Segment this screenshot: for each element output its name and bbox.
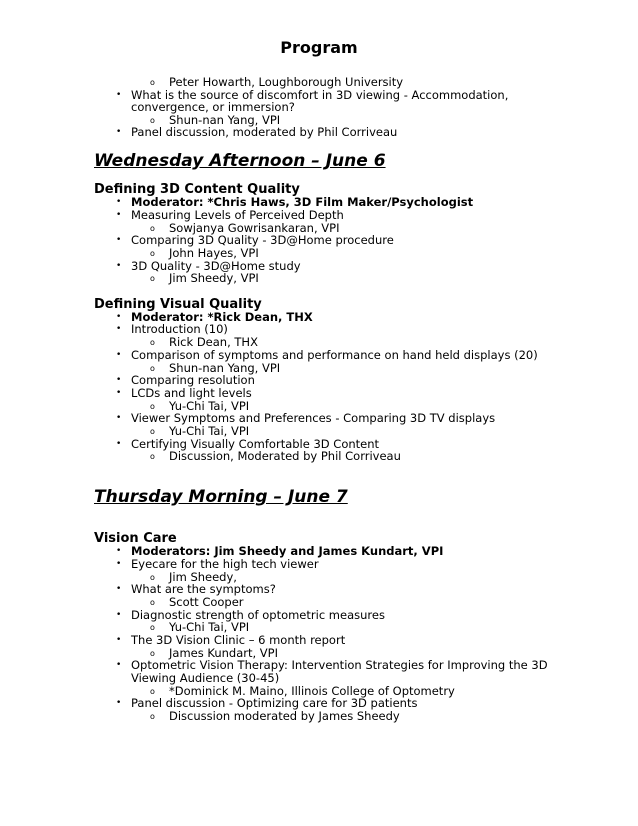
list-item: LCDs and light levels bbox=[131, 386, 252, 400]
moderator-line: Moderators: Jim Sheedy and James Kundart, VPI bbox=[131, 544, 444, 558]
sub-bullet-icon: o bbox=[150, 274, 155, 283]
page-title: Program bbox=[280, 38, 358, 57]
list-item: Yu-Chi Tai, VPI bbox=[169, 424, 250, 438]
bullet-icon: • bbox=[116, 312, 122, 322]
sub-bullet-icon: o bbox=[150, 427, 155, 436]
section-title: Defining Visual Quality bbox=[94, 297, 262, 312]
list-item: Panel discussion - Optimizing care for 3D patients bbox=[131, 696, 418, 710]
bullet-icon: • bbox=[116, 698, 122, 708]
list-item: Comparison of symptoms and performance on hand held displays (20) bbox=[131, 348, 538, 362]
bullet-icon: • bbox=[116, 350, 122, 360]
list-item: John Hayes, VPI bbox=[169, 246, 259, 260]
list-item-continuation: convergence, or immersion? bbox=[131, 100, 295, 114]
list-item: Discussion, Moderated by Phil Corriveau bbox=[169, 449, 401, 463]
list-item-continuation: Viewing Audience (30-45) bbox=[131, 671, 280, 685]
sub-bullet-icon: o bbox=[150, 623, 155, 632]
sub-bullet-icon: o bbox=[150, 452, 155, 461]
sub-bullet-icon: o bbox=[150, 338, 155, 347]
sub-bullet-icon: o bbox=[150, 402, 155, 411]
list-item: Scott Cooper bbox=[169, 595, 244, 609]
section-title: Vision Care bbox=[94, 531, 177, 546]
bullet-icon: • bbox=[116, 90, 122, 100]
bullet-icon: • bbox=[116, 210, 122, 220]
list-item: Comparing resolution bbox=[131, 373, 255, 387]
bullet-icon: • bbox=[116, 375, 122, 385]
bullet-icon: • bbox=[116, 413, 122, 423]
list-item: Sowjanya Gowrisankaran, VPI bbox=[169, 221, 340, 235]
bullet-icon: • bbox=[116, 546, 122, 556]
list-item: Jim Sheedy, bbox=[169, 570, 237, 584]
day-heading-wednesday: Wednesday Afternoon – June 6 bbox=[94, 151, 386, 171]
list-item: Measuring Levels of Perceived Depth bbox=[131, 208, 344, 222]
bullet-icon: • bbox=[116, 235, 122, 245]
list-item: The 3D Vision Clinic – 6 month report bbox=[131, 633, 346, 647]
day-heading-thursday: Thursday Morning – June 7 bbox=[94, 487, 348, 507]
list-item: 3D Quality - 3D@Home study bbox=[131, 259, 301, 273]
list-item: Discussion moderated by James Sheedy bbox=[169, 709, 400, 723]
list-item: *Dominick M. Maino, Illinois College of Optometry bbox=[169, 684, 455, 698]
sub-bullet-icon: o bbox=[150, 249, 155, 258]
sub-bullet-icon: o bbox=[150, 712, 155, 721]
sub-bullet-icon: o bbox=[150, 573, 155, 582]
list-item: Shun-nan Yang, VPI bbox=[169, 113, 281, 127]
sub-bullet-icon: o bbox=[150, 598, 155, 607]
bullet-icon: • bbox=[116, 584, 122, 594]
moderator-line: Moderator: *Chris Haws, 3D Film Maker/Psychologist bbox=[131, 195, 474, 209]
list-item: Jim Sheedy, VPI bbox=[169, 271, 259, 285]
list-item: James Kundart, VPI bbox=[169, 646, 278, 660]
sub-bullet-icon: o bbox=[150, 78, 155, 87]
list-item: Rick Dean, THX bbox=[169, 335, 258, 349]
list-item: What are the symptoms? bbox=[131, 582, 276, 596]
sub-bullet-icon: o bbox=[150, 687, 155, 696]
sub-bullet-icon: o bbox=[150, 364, 155, 373]
list-item: Optometric Vision Therapy: Intervention Strategies for Improving the 3D bbox=[131, 658, 548, 672]
bullet-icon: • bbox=[116, 635, 122, 645]
list-item: Yu-Chi Tai, VPI bbox=[169, 620, 250, 634]
bullet-icon: • bbox=[116, 610, 122, 620]
sub-bullet-icon: o bbox=[150, 224, 155, 233]
bullet-icon: • bbox=[116, 660, 122, 670]
list-item: Shun-nan Yang, VPI bbox=[169, 361, 281, 375]
list-item: What is the source of discomfort in 3D viewing - Accommodation, bbox=[131, 88, 509, 102]
bullet-icon: • bbox=[116, 324, 122, 334]
list-item: Panel discussion, moderated by Phil Corriveau bbox=[131, 125, 398, 139]
list-item: Introduction (10) bbox=[131, 322, 228, 336]
bullet-icon: • bbox=[116, 127, 122, 137]
moderator-line: Moderator: *Rick Dean, THX bbox=[131, 310, 313, 324]
bullet-icon: • bbox=[116, 388, 122, 398]
list-item: Viewer Symptoms and Preferences - Comparing 3D TV displays bbox=[131, 411, 496, 425]
list-item: Certifying Visually Comfortable 3D Content bbox=[131, 437, 380, 451]
list-item: Diagnostic strength of optometric measures bbox=[131, 608, 385, 622]
sub-bullet-icon: o bbox=[150, 116, 155, 125]
bullet-icon: • bbox=[116, 559, 122, 569]
bullet-icon: • bbox=[116, 439, 122, 449]
section-title: Defining 3D Content Quality bbox=[94, 182, 300, 197]
list-item: Eyecare for the high tech viewer bbox=[131, 557, 319, 571]
list-item: Yu-Chi Tai, VPI bbox=[169, 399, 250, 413]
list-item: Comparing 3D Quality - 3D@Home procedure bbox=[131, 233, 394, 247]
list-item: Peter Howarth, Loughborough University bbox=[169, 75, 404, 89]
bullet-icon: • bbox=[116, 261, 122, 271]
sub-bullet-icon: o bbox=[150, 649, 155, 658]
bullet-icon: • bbox=[116, 197, 122, 207]
